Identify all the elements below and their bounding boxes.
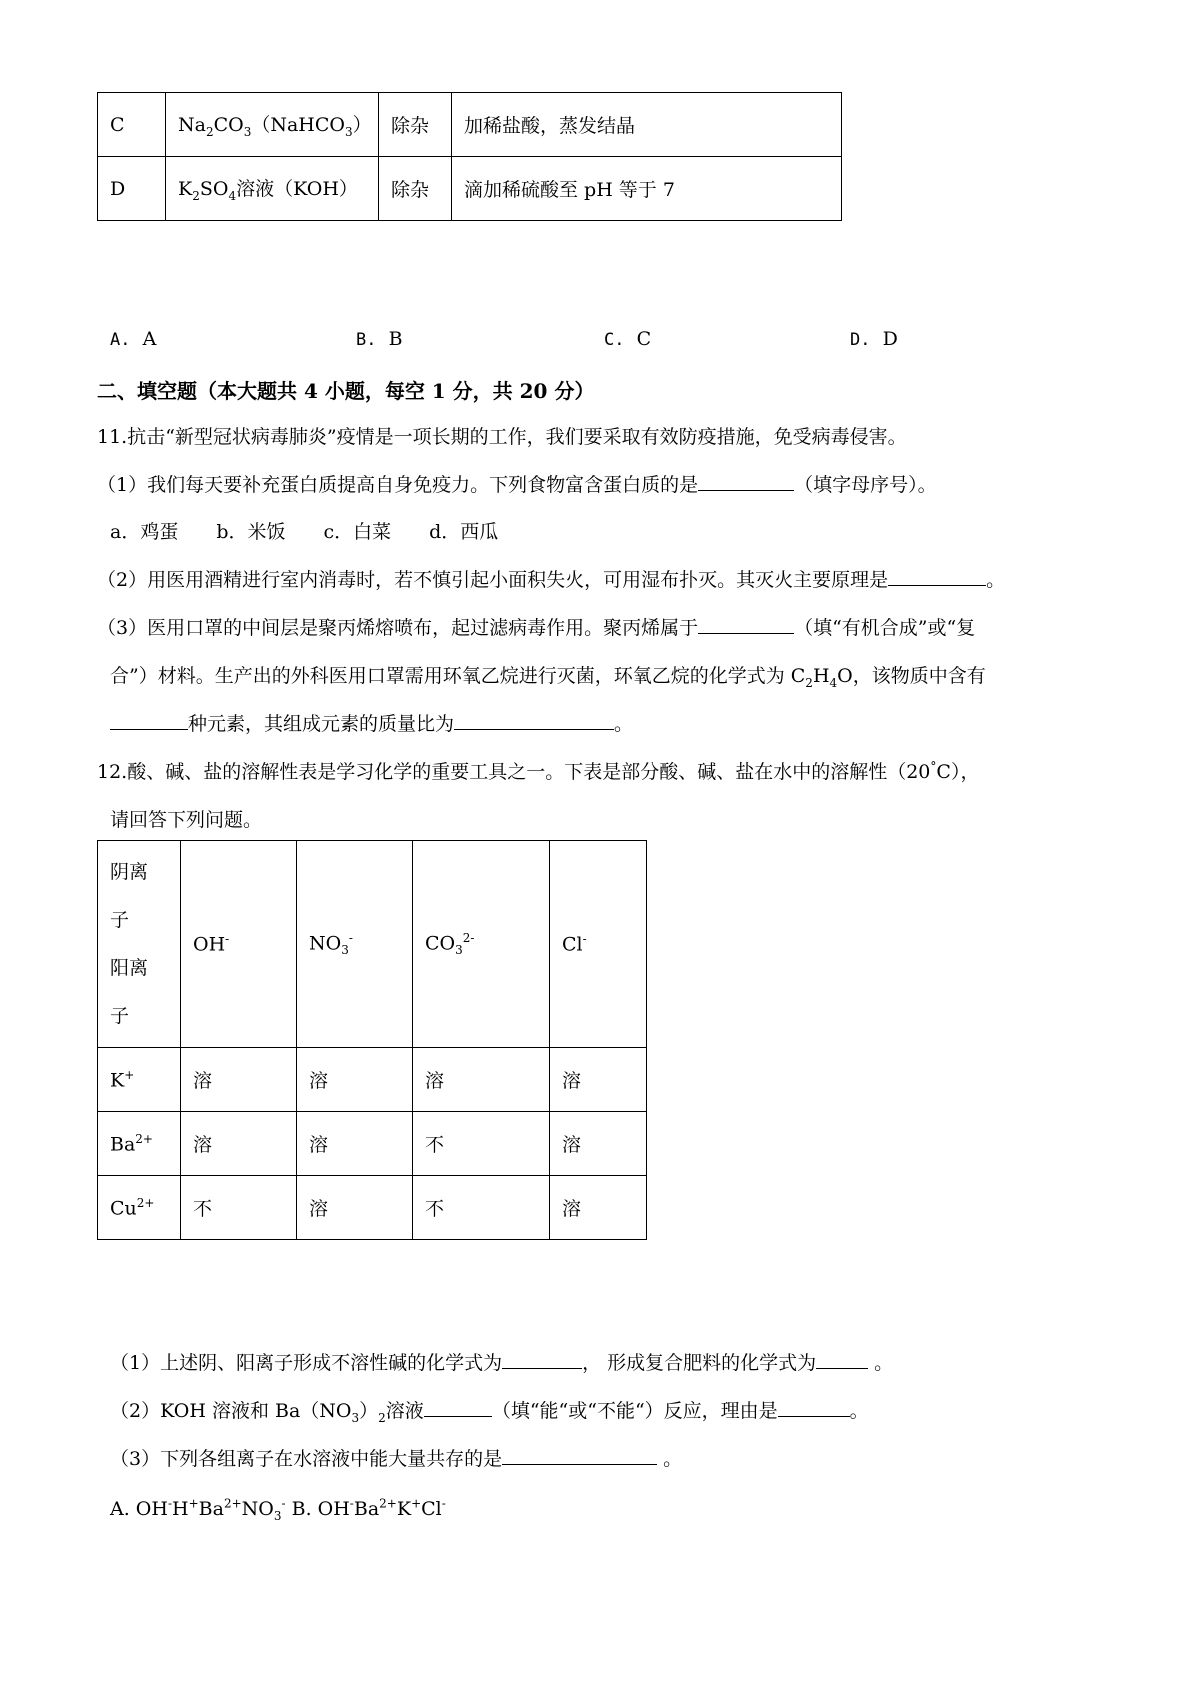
table-cell: 不 <box>413 1112 550 1176</box>
anion-header: Cl- <box>550 841 647 1048</box>
section-title: 二、填空题（本大题共 4 小题，每空 1 分，共 20 分） <box>97 379 595 403</box>
q12-part3: （3）下列各组离子在水溶液中能大量共存的是 。 <box>110 1448 683 1470</box>
answer-blank[interactable] <box>698 472 794 491</box>
option-cell: D <box>98 157 166 221</box>
table-cell: 溶 <box>550 1048 647 1112</box>
substance-cell: $Na_2CO_3(NaHCO_3)$ <box>166 93 379 157</box>
anion-header: $CO_3^{2-}$ <box>413 841 550 1048</box>
choice-b[interactable]: B. B <box>356 328 403 350</box>
table-row <box>98 1176 647 1240</box>
substance-cell: $K_2SO_4$溶液（KOH） <box>166 157 379 221</box>
choice-a[interactable]: A. A <box>110 328 157 350</box>
purpose-cell: 除杂 <box>379 157 452 221</box>
answer-blank[interactable] <box>424 1398 492 1417</box>
q11-part2: （2）用医用酒精进行室内消毒时，若不慎引起小面积失火，可用湿布扑灭。其灭火主要原理是 。 <box>97 569 1006 591</box>
method-table <box>97 92 842 221</box>
corner-cell: 阴离 子 阳离 子 <box>98 841 181 1048</box>
q12-part2: （2）KOH 溶液和 $Ba(NO_3)_2$溶液 （填“能“或“不能“）反应，理由是 。 <box>110 1400 869 1425</box>
answer-blank[interactable] <box>454 711 614 730</box>
q11-part3: （3）医用口罩的中间层是聚丙烯熔喷布，起过滤病毒作用。聚丙烯属于 （填“有机合成”或“复 <box>97 617 976 639</box>
table-cell: 溶 <box>181 1112 297 1176</box>
option-a[interactable]: A. $OH^-H^+Ba^{2+}NO_3^-$ <box>110 1497 286 1524</box>
q12-stem: 12.酸、碱、盐的溶解性表是学习化学的重要工具之一。下表是部分酸、碱、盐在水中的溶解性（20°C）， <box>97 759 980 783</box>
table-header-row <box>98 841 647 1048</box>
answer-blank[interactable] <box>502 1350 582 1369</box>
answer-blank[interactable] <box>888 567 986 586</box>
answer-blank[interactable] <box>110 711 188 730</box>
table-cell: 不 <box>413 1176 550 1240</box>
anion-header: OH- <box>181 841 297 1048</box>
q12-options <box>110 1497 446 1523</box>
choice-c[interactable]: C. C <box>604 328 652 350</box>
method-cell: 加稀盐酸，蒸发结晶 <box>452 93 842 157</box>
choice-d[interactable]: D. D <box>850 328 898 350</box>
q11-stem: 11.抗击“新型冠状病毒肺炎”疫情是一项长期的工作，我们要采取有效防疫措施，免受病毒侵害。 <box>97 426 907 448</box>
table-cell: 溶 <box>181 1048 297 1112</box>
answer-blank[interactable] <box>698 615 794 634</box>
table-cell: 溶 <box>550 1176 647 1240</box>
table-cell: 溶 <box>550 1112 647 1176</box>
table-cell: 溶 <box>297 1048 413 1112</box>
q12-stem-b: 请回答下列问题。 <box>110 809 263 831</box>
cation-header: $Ba^{2+}$ <box>98 1112 181 1176</box>
answer-blank[interactable] <box>778 1398 850 1417</box>
q11-part3-cont: 合”）材料。生产出的外科医用口罩需用环氧乙烷进行灭菌，环氧乙烷的化学式为 $C_2H_4O$，该物质中含有 <box>110 665 986 690</box>
solubility-table <box>97 840 647 1240</box>
method-cell: 滴加稀硫酸至 pH 等于 7 <box>452 157 842 221</box>
option-b[interactable]: B. $OH^-Ba^{2+}K^+Cl^-$ <box>285 1497 446 1521</box>
q11-part3-end: 种元素，其组成元素的质量比为 。 <box>110 709 633 736</box>
q11-options: a．鸡蛋 b．米饭 c．白菜 d．西瓜 <box>110 521 499 543</box>
cation-header: K+ <box>98 1048 181 1112</box>
table-row <box>98 93 842 157</box>
table-row <box>98 1112 647 1176</box>
table-cell: 溶 <box>297 1112 413 1176</box>
table-row <box>98 1048 647 1112</box>
q12-part1: （1）上述阴、阳离子形成不溶性碱的化学式为 ， 形成复合肥料的化学式为 。 <box>110 1352 894 1374</box>
cation-header: $Cu^{2+}$ <box>98 1176 181 1240</box>
answer-blank[interactable] <box>502 1446 657 1465</box>
option-cell: C <box>98 93 166 157</box>
purpose-cell: 除杂 <box>379 93 452 157</box>
table-cell: 不 <box>181 1176 297 1240</box>
table-cell: 溶 <box>297 1176 413 1240</box>
q11-part1: （1）我们每天要补充蛋白质提高自身免疫力。下列食物富含蛋白质的是 （填字母序号）。 <box>97 474 937 496</box>
answer-blank[interactable] <box>816 1350 868 1369</box>
table-row <box>98 157 842 221</box>
table-cell: 溶 <box>413 1048 550 1112</box>
anion-header: $NO_3^-$ <box>297 841 413 1048</box>
